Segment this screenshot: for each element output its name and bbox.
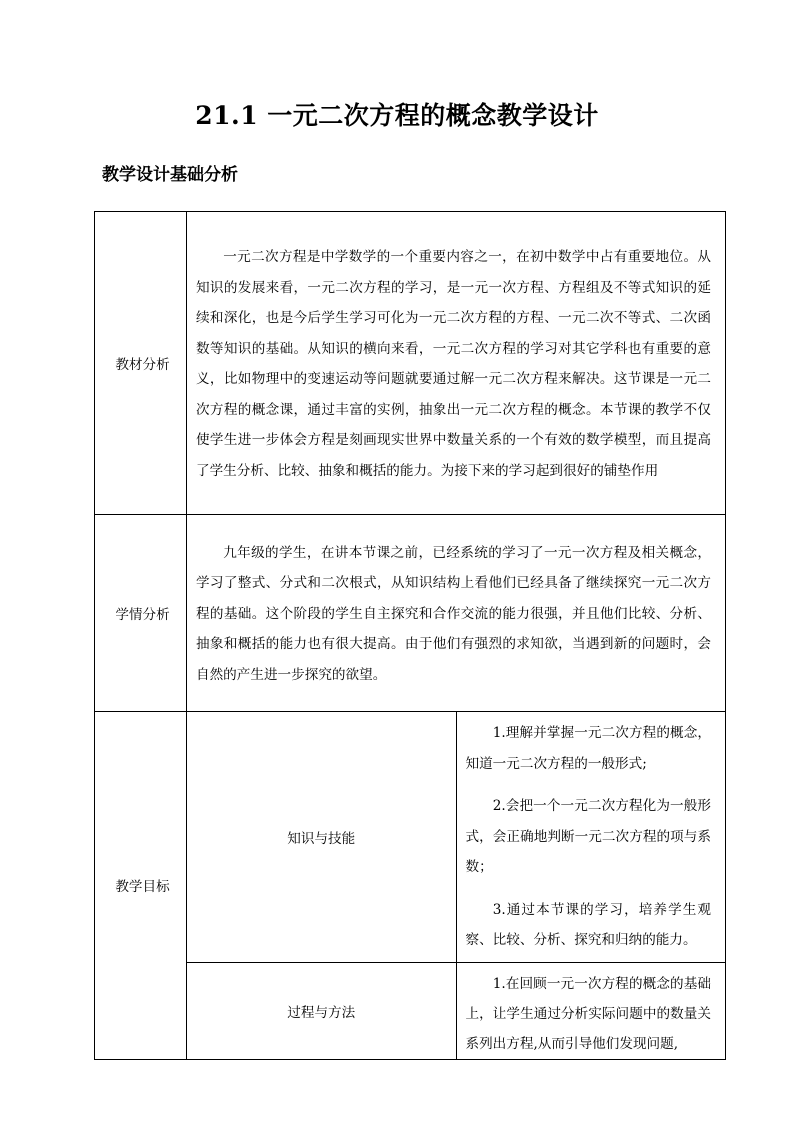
material-analysis-text: 一元二次方程是中学数学的一个重要内容之一，在初中数学中占有重要地位。从知识的发展来看，一元二次方程的学习，是一元一次方程、方程组及不等式知识的延续和深化，也是今后学生学习可化为一元二次方程的方程、一元二次不等式、二次函数等知识的基础。从知识的横向来看，一元二次方程的学习对其它学科也有重要的意义，比如物理中的变速运动等问题就要通过解一元二次方程来解决。这节课是一元二次方程的概念课，通过丰富的实例，抽象出一元二次方程的概念。本节课的教学不仅使学生进一步体会方程是刻画现实世界中数量关系的一个有效的数学模型，而且提高了学生分析、比较、抽象和概括的能力。为接下来的学习起到很好的铺垫作用 [196,249,711,479]
process-methods-content-cell [456,962,726,1059]
process-goal-item: 1.在回顾一元一次方程的概念的基础上，让学生通过分析实际问题中的数量关系列出方程,从而引导他们发现问题, [465,975,711,1052]
teaching-design-table [94,211,726,1060]
knowledge-skills-label: 知识与技能 [287,830,356,847]
knowledge-skills-label-cell [187,712,457,963]
student-analysis-content-cell [187,515,726,712]
knowledge-goal-item: 3.通过本节课的学习，培养学生观察、比较、分析、探究和归纳的能力。 [465,901,711,948]
knowledge-skills-content-cell [456,712,726,963]
material-analysis-label: 教材分析 [115,357,170,373]
table-row-material [95,212,726,515]
section-heading: 教学设计基础分析 [102,165,238,185]
student-analysis-label: 学情分析 [115,607,170,623]
teaching-goals-label: 教学目标 [115,879,170,896]
teaching-goals-label-cell [95,712,187,1060]
student-analysis-text: 九年级的学生，在讲本节课之前，已经系统的学习了一元一次方程及相关概念，学习了整式、分式和二次根式，从知识结构上看他们已经具备了继续探究一元二次方程的基础。这个阶段的学生自主探究和合作交流的能力很强，并且他们比较、分析、抽象和概括的能力也有很大提高。由于他们有强烈的求知欲，当遇到新的问题时，会自然的产生进一步探究的欲望。 [196,544,711,683]
table-row-goals-process [95,962,726,1059]
page-title: 21.1 一元二次方程的概念教学设计 [195,101,599,130]
material-analysis-label-cell [95,212,187,515]
material-analysis-content-cell [187,212,726,515]
table-row-goals-knowledge [95,712,726,963]
process-methods-label-cell [187,962,457,1059]
knowledge-goal-item: 1.理解并掌握一元二次方程的概念，知道一元二次方程的一般形式; [465,725,711,772]
knowledge-goal-item: 2.会把一个一元二次方程化为一般形式，会正确地判断一元二次方程的项与系数； [465,798,711,875]
student-analysis-label-cell [95,515,187,712]
table-row-student [95,515,726,712]
process-methods-label: 过程与方法 [287,1004,356,1021]
